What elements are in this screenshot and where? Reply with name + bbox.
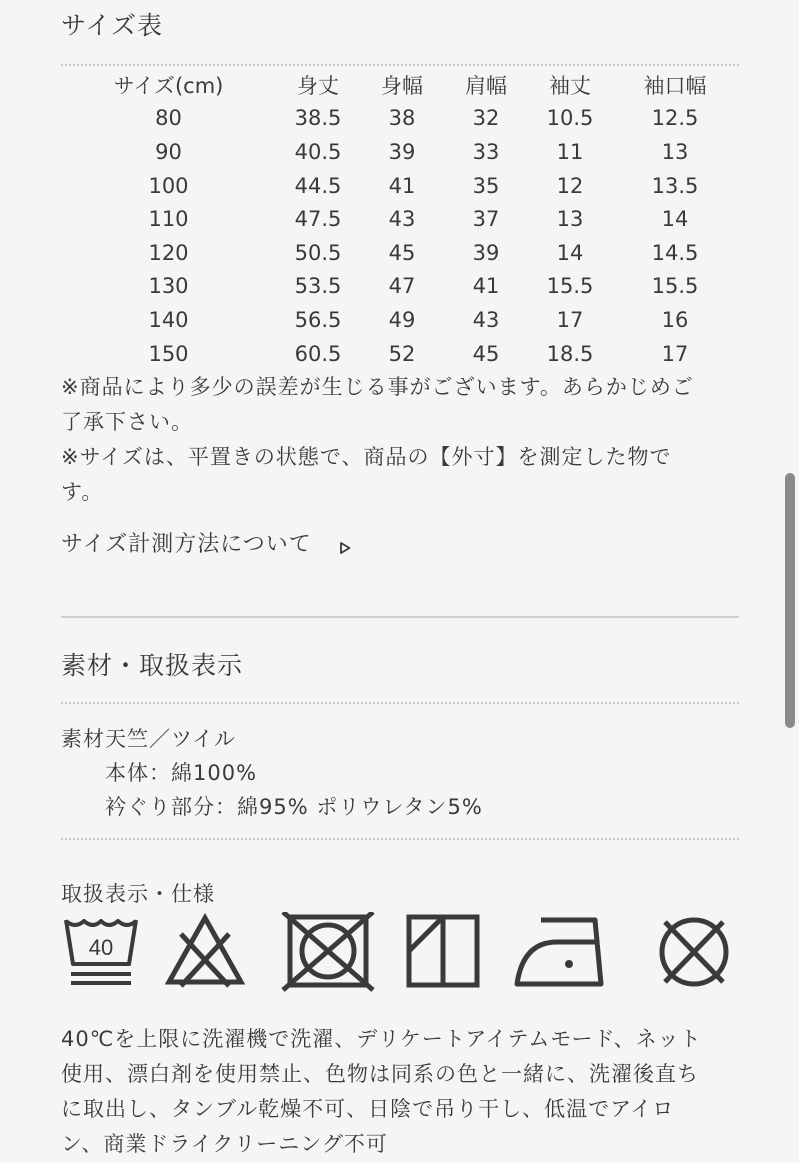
divider-dotted <box>61 838 739 840</box>
size-table-cell: 140 <box>148 307 189 332</box>
no-dry-clean-icon <box>649 912 739 996</box>
size-table-cell: 53.5 <box>294 274 342 299</box>
size-table-cell: 18.5 <box>546 341 594 366</box>
size-table-header: 身幅 <box>381 73 423 98</box>
size-table-cell: 150 <box>148 341 189 366</box>
size-table-cell: 100 <box>148 173 189 198</box>
size-table-cell: 16 <box>661 307 689 332</box>
size-table-header: サイズ(cm) <box>113 73 224 98</box>
size-table-cell: 80 <box>155 106 182 131</box>
size-table-cell: 47 <box>388 274 416 299</box>
play-outline-icon <box>338 536 352 550</box>
size-table <box>61 68 738 370</box>
size-table-cell: 43 <box>388 207 416 232</box>
size-table-header-row <box>61 68 738 102</box>
size-table-cell: 13.5 <box>651 173 699 198</box>
size-table-cell: 17 <box>661 341 689 366</box>
size-table-cell: 35 <box>472 173 500 198</box>
size-table-cell: 37 <box>472 207 500 232</box>
divider-dotted <box>61 702 739 704</box>
care-description-line: に取出し、タンブル乾燥不可、日陰で吊り干し、低温でアイロ <box>61 1097 675 1121</box>
care-description-line: ン、商業ドライクリーニング不可 <box>61 1132 388 1156</box>
size-table-row <box>61 270 738 304</box>
size-note-line: 了承下さい。 <box>61 410 193 434</box>
size-chart-title: サイズ表 <box>61 11 164 40</box>
wash-temp-label: 40 <box>88 935 114 960</box>
size-table-cell: 12 <box>556 173 584 198</box>
size-table-cell: 15.5 <box>651 274 699 299</box>
care-title: 取扱表示・仕様 <box>61 882 215 906</box>
size-table-cell: 43 <box>472 307 500 332</box>
size-table-cell: 39 <box>388 139 416 164</box>
size-table-cell: 60.5 <box>294 341 342 366</box>
size-table-cell: 14.5 <box>651 240 699 265</box>
size-table-cell: 90 <box>155 139 182 164</box>
size-table-header: 肩幅 <box>465 73 507 98</box>
size-measure-link[interactable] <box>61 527 352 558</box>
size-table-cell: 10.5 <box>546 106 594 131</box>
size-table-row <box>61 102 738 136</box>
size-notes <box>61 370 741 510</box>
care-description-line: 40℃を上限に洗濯機で洗濯、デリケートアイテムモード、ネット <box>61 1027 702 1051</box>
size-table-cell: 56.5 <box>294 307 342 332</box>
no-bleach-icon <box>165 912 245 996</box>
size-table-cell: 130 <box>148 274 189 299</box>
size-table-cell: 41 <box>388 173 416 198</box>
size-table-row <box>61 236 738 270</box>
size-table-cell: 110 <box>148 207 189 232</box>
size-table-body <box>61 102 738 371</box>
size-table-cell: 120 <box>148 240 189 265</box>
size-table-cell: 12.5 <box>651 106 699 131</box>
material-heading: 素材天竺／ツイル <box>61 727 236 751</box>
size-table-cell: 40.5 <box>294 139 342 164</box>
size-table-cell: 32 <box>472 106 500 131</box>
care-description <box>61 1022 741 1162</box>
no-tumble-dry-icon <box>281 912 375 996</box>
section-divider <box>61 616 739 618</box>
size-table-row <box>61 169 738 203</box>
size-table-cell: 52 <box>388 341 416 366</box>
size-measure-link-label: サイズ計測方法について <box>61 532 312 557</box>
size-table-cell: 50.5 <box>294 240 342 265</box>
size-table-row <box>61 135 738 169</box>
size-table-header: 身丈 <box>297 73 339 98</box>
size-table-cell: 14 <box>661 207 689 232</box>
size-table-row <box>61 337 738 371</box>
size-table-cell: 17 <box>556 307 584 332</box>
size-table-cell: 38 <box>388 106 416 131</box>
size-table-cell: 39 <box>472 240 500 265</box>
material-line: 本体：綿100% <box>105 761 258 785</box>
size-table-cell: 47.5 <box>294 207 342 232</box>
size-table-cell: 49 <box>388 307 416 332</box>
size-table-cell: 45 <box>472 341 500 366</box>
material-line: 衿ぐり部分：綿95% ポリウレタン5% <box>105 795 483 819</box>
size-note-line: ※商品により多少の誤差が生じる事がございます。あらかじめご <box>61 375 694 399</box>
care-description-line: 使用、漂白剤を使用禁止、色物は同系の色と一緒に、洗濯後直ち <box>61 1062 699 1086</box>
material-info <box>61 722 483 824</box>
size-table-cell: 15.5 <box>546 274 594 299</box>
divider-dotted <box>61 64 739 66</box>
care-icons <box>61 912 741 992</box>
scrollbar-thumb[interactable] <box>785 473 795 728</box>
size-table-cell: 13 <box>661 139 689 164</box>
size-table-header: 袖丈 <box>549 73 591 98</box>
size-note-line: ※サイズは、平置きの状態で、商品の【外寸】を測定した物で <box>61 445 672 469</box>
size-table-cell: 38.5 <box>294 106 342 131</box>
size-table-cell: 44.5 <box>294 173 342 198</box>
size-table-cell: 14 <box>556 240 584 265</box>
size-table-cell: 45 <box>388 240 416 265</box>
size-table-cell: 13 <box>556 207 584 232</box>
iron-low-icon <box>513 912 607 996</box>
line-dry-shade-icon <box>405 912 481 996</box>
size-table-row <box>61 202 738 236</box>
wash-40-gentle-icon <box>61 912 141 996</box>
size-note-line: す。 <box>61 480 104 504</box>
size-table-header: 袖口幅 <box>643 73 707 98</box>
size-table-cell: 41 <box>472 274 500 299</box>
material-section-title: 素材・取扱表示 <box>61 651 244 680</box>
size-table-cell: 33 <box>472 139 500 164</box>
size-table-cell: 11 <box>556 139 584 164</box>
size-table-row <box>61 303 738 337</box>
